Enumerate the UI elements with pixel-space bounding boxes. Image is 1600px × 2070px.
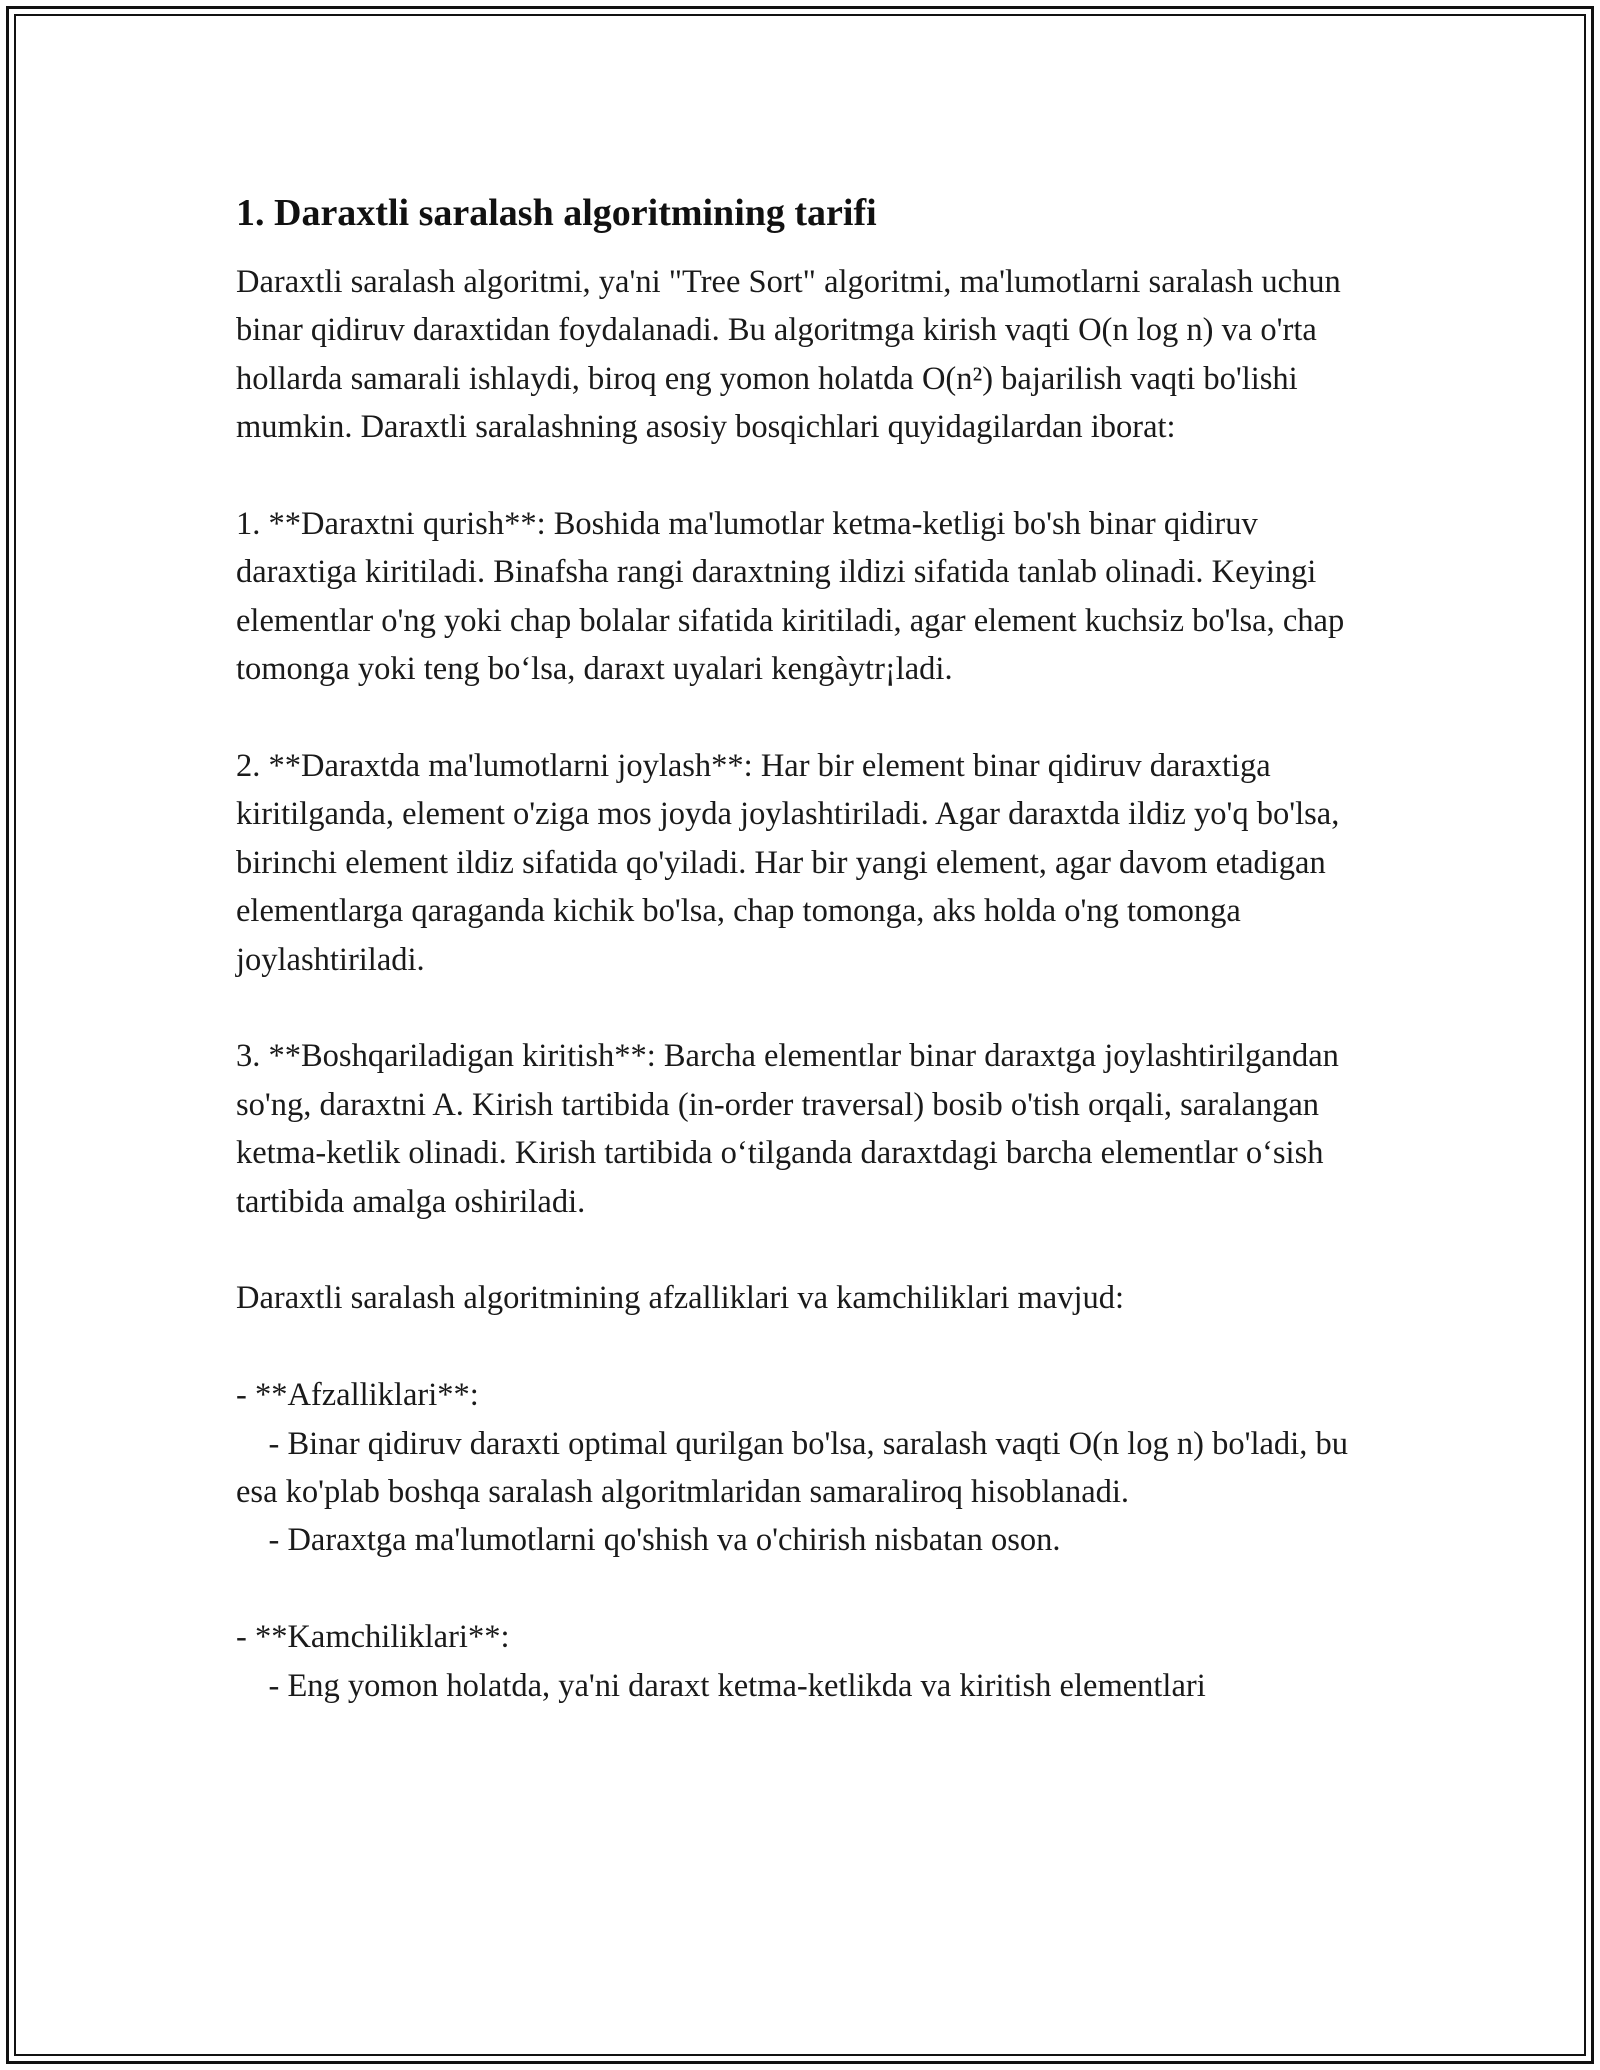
pros-label: - **Afzalliklari**: [236,1377,479,1414]
paragraph-gap [236,1323,1376,1371]
document-body [236,186,1376,1710]
cons-label: - **Kamchiliklari**: [236,1619,510,1656]
step-1-paragraph: 1. **Daraxtni qurish**: Boshida ma'lumotlar ketma-ketligi bo'sh binar qidiruv daraxtiga kiritiladi. Binafsha rangi daraxtning ildizi sifatida tanlab olinadi. Keyingi elementlar o'ng yoki chap bolalar sifatida kiritiladi, agar element kuchsiz bo'lsa, chap tomonga yoki teng bo‘lsa, daraxt uyalari kengàytr¡ladi. [236,506,1353,688]
intro-paragraph: Daraxtli saralash algoritmi, ya'ni "Tree Sort" algoritmi, ma'lumotlarni saralash uchun binar qidiruv daraxtidan foydalanadi. Bu algoritmga kirish vaqti O(n log n) va o'rta hollarda samarali ishlaydi, biroq eng yomon holatda O(n²) bajarilish vaqti bo'lishi mumkin. Daraxtli saralashning asosiy bosqichlari quyidagilardan iborat: [236,264,1349,446]
pros-item-2: - Daraxtga ma'lumotlarni qo'shish va o'chirish nisbatan oson. [236,1522,1061,1559]
section-heading: 1. Daraxtli saralash algoritmining tarifi [236,192,877,234]
step-3-paragraph: 3. **Boshqariladigan kiritish**: Barcha elementlar binar daraxtga joylashtirilgandan so'ng, daraxtni A. Kirish tartibida (in-order traversal) bosib o'tish orqali, saralangan ketma-ketlik olinadi. Kirish tartibida o‘tilganda daraxtdagi barcha elementlar o‘sish tartibida amalga oshiriladi. [236,1038,1347,1220]
cons-item-1: - Eng yomon holatda, ya'ni daraxt ketma-ketlikda va kiritish elementlari [236,1667,1206,1704]
paragraph-gap [236,694,1376,742]
paragraph-gap [236,1226,1376,1274]
paragraph-gap [236,452,1376,500]
step-2-paragraph: 2. **Daraxtda ma'lumotlarni joylash**: Har bir element binar qidiruv daraxtiga kiritilganda, element o'ziga mos joyda joylashtiriladi. Agar daraxtda ildiz yo'q bo'lsa, birinchi element ildiz sifatida qo'yiladi. Har bir yangi element, agar davom etadigan elementlarga qaraganda kichik bo'lsa, chap tomonga, aks holda o'ng tomonga joylashtiriladi. [236,748,1348,978]
paragraph-gap [236,984,1376,1032]
summary-paragraph: Daraxtli saralash algoritmining afzalliklari va kamchiliklari mavjud: [236,1280,1125,1317]
pros-item-1: - Binar qidiruv daraxti optimal qurilgan bo'lsa, saralash vaqti O(n log n) bo'ladi, bu esa ko'plab boshqa saralash algoritmlaridan samaraliroq hisoblanadi. [236,1425,1357,1511]
paragraph-gap [236,1565,1376,1613]
